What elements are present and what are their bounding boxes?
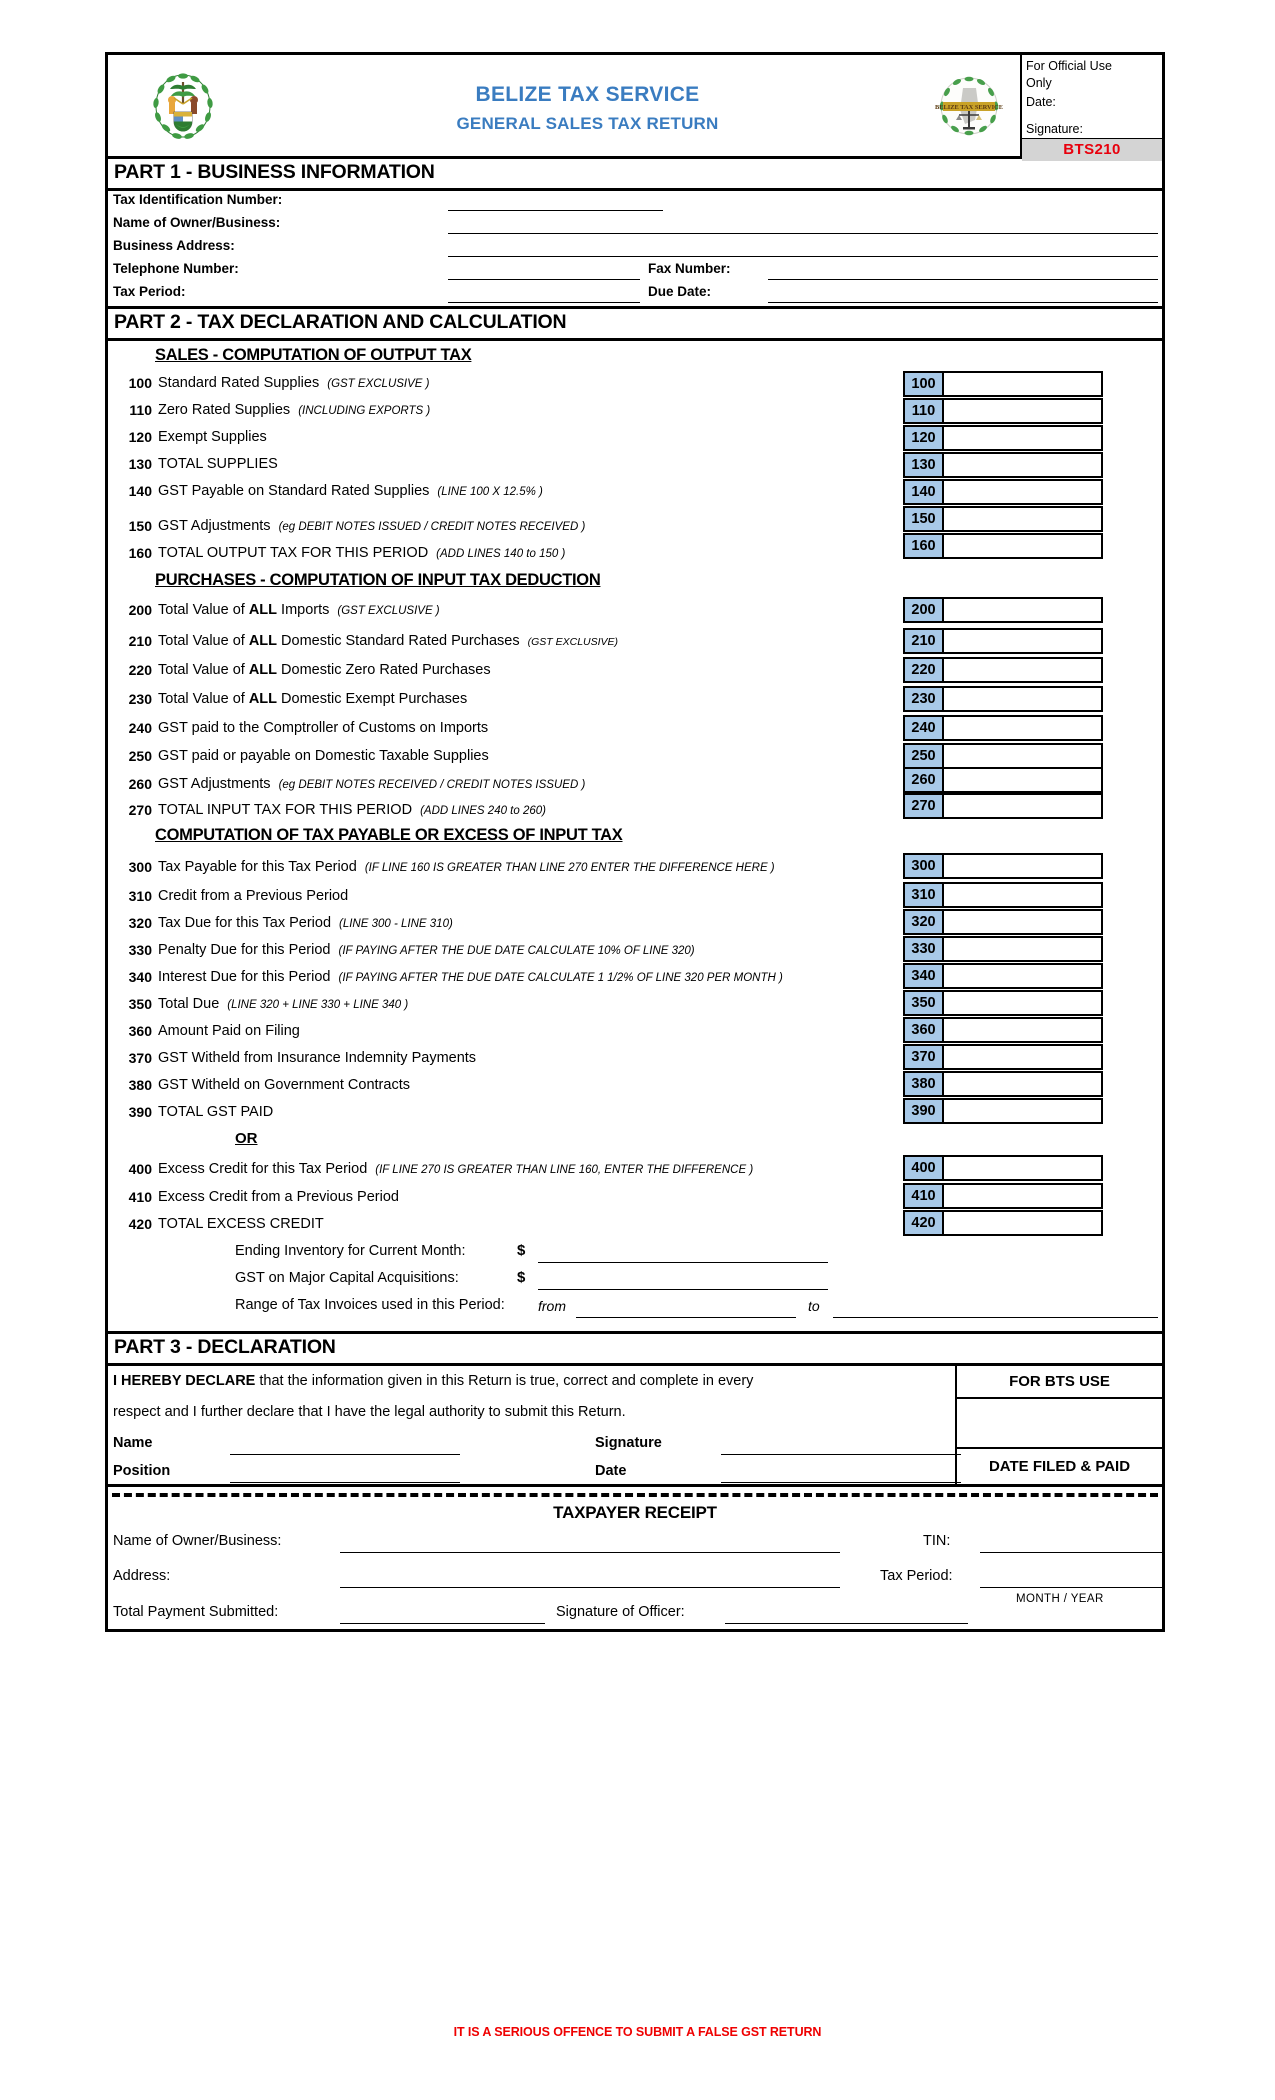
line-row-380 bbox=[108, 1073, 1162, 1100]
line-label-220: Total Value of ALL Domestic Zero Rated Purchases bbox=[158, 662, 491, 678]
line-box-120 bbox=[903, 425, 1103, 451]
line-number-320: 320 bbox=[128, 915, 152, 931]
line-number-400: 400 bbox=[128, 1161, 152, 1177]
bts-use-label: FOR BTS USE bbox=[957, 1366, 1162, 1399]
declaration-line-2: respect and I further declare that I have the legal authority to submit this Return. bbox=[113, 1404, 626, 1420]
form-header bbox=[108, 55, 1162, 159]
box-number-200: 200 bbox=[903, 597, 943, 623]
line-label-320: Tax Due for this Tax Period (LINE 300 - LINE 310) bbox=[158, 915, 453, 931]
box-number-370: 370 bbox=[903, 1044, 943, 1070]
line-box-230 bbox=[903, 686, 1103, 712]
box-input-260[interactable] bbox=[943, 767, 1103, 793]
invoice-to-input[interactable] bbox=[833, 1317, 1158, 1318]
line-number-210: 210 bbox=[128, 633, 152, 649]
box-number-350: 350 bbox=[903, 990, 943, 1016]
due-date-input[interactable] bbox=[768, 302, 1158, 303]
owner-input[interactable] bbox=[448, 233, 1158, 234]
line-box-270 bbox=[903, 793, 1103, 819]
box-number-260: 260 bbox=[903, 767, 943, 793]
box-number-400: 400 bbox=[903, 1155, 943, 1181]
line-row-410 bbox=[108, 1185, 1162, 1212]
line-number-240: 240 bbox=[128, 720, 152, 736]
box-input-410[interactable] bbox=[943, 1183, 1103, 1209]
line-box-260 bbox=[903, 767, 1103, 793]
svg-text:BELIZE TAX SERVICE: BELIZE TAX SERVICE bbox=[934, 103, 1003, 111]
fax-input[interactable] bbox=[768, 279, 1158, 280]
box-input-310[interactable] bbox=[943, 882, 1103, 908]
box-input-340[interactable] bbox=[943, 963, 1103, 989]
line-row-160 bbox=[108, 538, 1162, 568]
box-input-330[interactable] bbox=[943, 936, 1103, 962]
line-label-360: Amount Paid on Filing bbox=[158, 1023, 300, 1039]
line-box-150 bbox=[903, 506, 1103, 532]
line-label-150: GST Adjustments (eg DEBIT NOTES ISSUED / CREDIT NOTES RECEIVED ) bbox=[158, 518, 586, 534]
line-number-200: 200 bbox=[128, 602, 152, 618]
form-title-block bbox=[258, 55, 917, 156]
line-number-360: 360 bbox=[128, 1023, 152, 1039]
receipt-tin-label: TIN: bbox=[923, 1533, 951, 1549]
due-date-label: Due Date: bbox=[648, 284, 712, 299]
line-row-360 bbox=[108, 1019, 1162, 1046]
name-label: Name bbox=[113, 1435, 153, 1451]
part1-fields bbox=[108, 191, 1162, 309]
line-row-230 bbox=[108, 687, 1162, 716]
box-input-390[interactable] bbox=[943, 1098, 1103, 1124]
line-box-210 bbox=[903, 628, 1103, 654]
capital-acq-row bbox=[108, 1266, 1162, 1293]
official-use-box bbox=[1022, 55, 1162, 156]
line-number-260: 260 bbox=[128, 776, 152, 792]
line-row-100 bbox=[108, 371, 1162, 398]
line-label-400: Excess Credit for this Tax Period (IF LINE 270 IS GREATER THAN LINE 160, ENTER THE DIFFERENCE ) bbox=[158, 1161, 754, 1177]
month-year-hint: MONTH / YEAR bbox=[1016, 1593, 1104, 1605]
line-box-320 bbox=[903, 909, 1103, 935]
line-label-160: TOTAL OUTPUT TAX FOR THIS PERIOD (ADD LINES 140 to 150 ) bbox=[158, 545, 566, 561]
field-row-telephone bbox=[108, 260, 1162, 283]
telephone-input[interactable] bbox=[448, 279, 640, 280]
line-row-210 bbox=[108, 629, 1162, 658]
field-row-owner bbox=[108, 214, 1162, 237]
box-number-270: 270 bbox=[903, 793, 943, 819]
bts-use-blank-area[interactable] bbox=[957, 1399, 1162, 1449]
fax-label: Fax Number: bbox=[648, 261, 731, 276]
line-number-390: 390 bbox=[128, 1104, 152, 1120]
receipt-address-label: Address: bbox=[113, 1568, 171, 1584]
line-number-310: 310 bbox=[128, 888, 152, 904]
box-number-110: 110 bbox=[903, 398, 943, 424]
line-label-410: Excess Credit from a Previous Period bbox=[158, 1189, 399, 1205]
receipt-officer-signature-input[interactable] bbox=[725, 1623, 968, 1624]
position-label: Position bbox=[113, 1463, 171, 1479]
line-number-340: 340 bbox=[128, 969, 152, 985]
or-label: OR bbox=[235, 1130, 258, 1147]
date-label: Date bbox=[595, 1463, 627, 1479]
receipt-owner-label: Name of Owner/Business: bbox=[113, 1533, 282, 1549]
bts-seal-icon bbox=[935, 72, 1003, 140]
form-title: GENERAL SALES TAX RETURN bbox=[456, 114, 719, 133]
part2-banner: PART 2 - TAX DECLARATION AND CALCULATION bbox=[108, 309, 1162, 341]
line-label-370: GST Witheld from Insurance Indemnity Payments bbox=[158, 1050, 477, 1066]
line-box-360 bbox=[903, 1017, 1103, 1043]
box-input-370[interactable] bbox=[943, 1044, 1103, 1070]
line-label-140: GST Payable on Standard Rated Supplies (LINE 100 X 12.5% ) bbox=[158, 483, 543, 499]
line-number-270: 270 bbox=[128, 802, 152, 818]
line-box-420 bbox=[903, 1210, 1103, 1236]
line-number-130: 130 bbox=[128, 456, 152, 472]
receipt-total-payment-label: Total Payment Submitted: bbox=[113, 1604, 279, 1620]
box-input-270[interactable] bbox=[943, 793, 1103, 819]
receipt-title: TAXPAYER RECEIPT bbox=[553, 1503, 717, 1522]
box-number-240: 240 bbox=[903, 715, 943, 741]
box-number-300: 300 bbox=[903, 853, 943, 879]
false-return-warning: IT IS A SERIOUS OFFENCE TO SUBMIT A FALSE GST RETURN bbox=[453, 2025, 822, 2039]
line-label-240: GST paid to the Comptroller of Customs on Imports bbox=[158, 720, 489, 736]
line-number-250: 250 bbox=[128, 748, 152, 764]
line-row-120 bbox=[108, 425, 1162, 452]
line-label-420: TOTAL EXCESS CREDIT bbox=[158, 1216, 324, 1232]
receipt-tax-period-label: Tax Period: bbox=[880, 1568, 953, 1584]
line-box-110 bbox=[903, 398, 1103, 424]
ending-inventory-label: Ending Inventory for Current Month: bbox=[235, 1243, 466, 1259]
box-input-320[interactable] bbox=[943, 909, 1103, 935]
box-input-120[interactable] bbox=[943, 425, 1103, 451]
line-number-350: 350 bbox=[128, 996, 152, 1012]
capital-acq-label: GST on Major Capital Acquisitions: bbox=[235, 1270, 459, 1286]
line-box-100 bbox=[903, 371, 1103, 397]
box-number-310: 310 bbox=[903, 882, 943, 908]
date-input[interactable] bbox=[721, 1482, 961, 1483]
line-label-310: Credit from a Previous Period bbox=[158, 888, 349, 904]
line-label-390: TOTAL GST PAID bbox=[158, 1104, 274, 1120]
box-input-360[interactable] bbox=[943, 1017, 1103, 1043]
tax-period-label: Tax Period: bbox=[113, 284, 186, 299]
line-number-100: 100 bbox=[128, 375, 152, 391]
receipt-owner-input[interactable] bbox=[340, 1552, 840, 1553]
line-label-100: Standard Rated Supplies (GST EXCLUSIVE ) bbox=[158, 375, 430, 391]
from-label: from bbox=[538, 1298, 566, 1314]
line-number-140: 140 bbox=[128, 483, 152, 499]
telephone-label: Telephone Number: bbox=[113, 261, 239, 276]
line-number-120: 120 bbox=[128, 429, 152, 445]
purchases-section-title: PURCHASES - COMPUTATION OF INPUT TAX DEDUCTION bbox=[155, 571, 601, 589]
line-row-350 bbox=[108, 992, 1162, 1019]
receipt-address-input[interactable] bbox=[340, 1587, 840, 1588]
tin-label: Tax Identification Number: bbox=[113, 192, 283, 207]
ending-inventory-input[interactable] bbox=[538, 1262, 828, 1263]
address-input[interactable] bbox=[448, 256, 1158, 257]
line-row-270 bbox=[108, 798, 1162, 823]
box-number-100: 100 bbox=[903, 371, 943, 397]
sales-section-title: SALES - COMPUTATION OF OUTPUT TAX bbox=[155, 346, 472, 364]
line-box-200 bbox=[903, 597, 1103, 623]
line-box-130 bbox=[903, 452, 1103, 478]
line-label-270: TOTAL INPUT TAX FOR THIS PERIOD (ADD LINES 240 to 260) bbox=[158, 802, 546, 818]
taxpayer-receipt-section bbox=[108, 1497, 1162, 1629]
address-label: Business Address: bbox=[113, 238, 235, 253]
line-box-390 bbox=[903, 1098, 1103, 1124]
line-number-230: 230 bbox=[128, 691, 152, 707]
tin-input[interactable] bbox=[448, 210, 663, 211]
box-input-130[interactable] bbox=[943, 452, 1103, 478]
to-label: to bbox=[808, 1298, 820, 1314]
box-number-210: 210 bbox=[903, 628, 943, 654]
capital-acq-dollar: $ bbox=[517, 1269, 526, 1286]
line-number-330: 330 bbox=[128, 942, 152, 958]
box-number-140: 140 bbox=[903, 479, 943, 505]
box-number-250: 250 bbox=[903, 743, 943, 769]
line-number-110: 110 bbox=[129, 402, 152, 418]
invoice-range-label: Range of Tax Invoices used in this Period: bbox=[235, 1297, 505, 1313]
box-number-220: 220 bbox=[903, 657, 943, 683]
official-date-label[interactable]: Date: bbox=[1026, 94, 1056, 109]
line-box-340 bbox=[903, 963, 1103, 989]
box-number-340: 340 bbox=[903, 963, 943, 989]
box-input-210[interactable] bbox=[943, 628, 1103, 654]
declaration-line-1: I HEREBY DECLARE that the information given in this Return is true, correct and complete in every bbox=[113, 1373, 754, 1389]
form-code-badge: BTS210 bbox=[1022, 138, 1162, 161]
box-number-120: 120 bbox=[903, 425, 943, 451]
signature-input[interactable] bbox=[721, 1454, 961, 1455]
line-box-250 bbox=[903, 743, 1103, 769]
line-box-140 bbox=[903, 479, 1103, 505]
official-use-label-1: For Official Use bbox=[1026, 59, 1112, 73]
line-number-420: 420 bbox=[128, 1216, 152, 1232]
box-input-350[interactable] bbox=[943, 990, 1103, 1016]
line-box-370 bbox=[903, 1044, 1103, 1070]
box-number-230: 230 bbox=[903, 686, 943, 712]
box-number-380: 380 bbox=[903, 1071, 943, 1097]
receipt-total-payment-input[interactable] bbox=[340, 1623, 545, 1624]
box-input-200[interactable] bbox=[943, 597, 1103, 623]
line-row-200 bbox=[108, 598, 1162, 629]
part1-banner: PART 1 - BUSINESS INFORMATION bbox=[108, 159, 1162, 191]
box-number-130: 130 bbox=[903, 452, 943, 478]
receipt-officer-signature-label: Signature of Officer: bbox=[556, 1604, 685, 1620]
box-input-230[interactable] bbox=[943, 686, 1103, 712]
line-row-340 bbox=[108, 965, 1162, 992]
box-input-400[interactable] bbox=[943, 1155, 1103, 1181]
line-box-240 bbox=[903, 715, 1103, 741]
coat-of-arms-icon bbox=[152, 70, 214, 142]
position-input[interactable] bbox=[230, 1482, 460, 1483]
line-number-150: 150 bbox=[128, 518, 152, 534]
name-input[interactable] bbox=[230, 1454, 460, 1455]
ending-inventory-row bbox=[108, 1239, 1162, 1266]
box-number-360: 360 bbox=[903, 1017, 943, 1043]
line-label-130: TOTAL SUPPLIES bbox=[158, 456, 278, 472]
capital-acq-input[interactable] bbox=[538, 1289, 828, 1290]
line-box-300 bbox=[903, 853, 1103, 879]
invoice-from-input[interactable] bbox=[576, 1317, 796, 1318]
box-input-220[interactable] bbox=[943, 657, 1103, 683]
invoice-range-row bbox=[108, 1293, 1162, 1327]
line-row-420 bbox=[108, 1212, 1162, 1239]
line-box-410 bbox=[903, 1183, 1103, 1209]
box-number-320: 320 bbox=[903, 909, 943, 935]
box-input-420[interactable] bbox=[943, 1210, 1103, 1236]
line-row-220 bbox=[108, 658, 1162, 687]
box-input-240[interactable] bbox=[943, 715, 1103, 741]
bts-seal-logo bbox=[917, 55, 1022, 156]
box-number-420: 420 bbox=[903, 1210, 943, 1236]
line-number-370: 370 bbox=[128, 1050, 152, 1066]
part3-banner: PART 3 - DECLARATION bbox=[108, 1331, 1162, 1366]
line-label-330: Penalty Due for this Period (IF PAYING AFTER THE DUE DATE CALCULATE 10% OF LINE 320) bbox=[158, 942, 695, 958]
line-row-390 bbox=[108, 1100, 1162, 1127]
line-box-160 bbox=[903, 533, 1103, 559]
box-number-330: 330 bbox=[903, 936, 943, 962]
line-number-220: 220 bbox=[128, 662, 152, 678]
line-label-250: GST paid or payable on Domestic Taxable Supplies bbox=[158, 748, 489, 764]
line-row-310 bbox=[108, 884, 1162, 911]
ending-inventory-dollar: $ bbox=[517, 1242, 526, 1259]
box-number-160: 160 bbox=[903, 533, 943, 559]
computation-section-title: COMPUTATION OF TAX PAYABLE OR EXCESS OF INPUT TAX bbox=[155, 826, 623, 844]
line-label-200: Total Value of ALL Imports (GST EXCLUSIVE ) bbox=[158, 602, 440, 618]
receipt-tin-input[interactable] bbox=[980, 1552, 1163, 1553]
line-box-400 bbox=[903, 1155, 1103, 1181]
receipt-tax-period-input[interactable] bbox=[980, 1587, 1163, 1588]
box-number-150: 150 bbox=[903, 506, 943, 532]
line-label-350: Total Due (LINE 320 + LINE 330 + LINE 340 ) bbox=[158, 996, 409, 1012]
tax-period-input[interactable] bbox=[448, 302, 640, 303]
box-number-390: 390 bbox=[903, 1098, 943, 1124]
line-row-240 bbox=[108, 716, 1162, 744]
line-box-330 bbox=[903, 936, 1103, 962]
line-box-310 bbox=[903, 882, 1103, 908]
line-row-300 bbox=[108, 855, 1162, 884]
declaration-text-area bbox=[108, 1366, 957, 1484]
line-row-370 bbox=[108, 1046, 1162, 1073]
org-title: BELIZE TAX SERVICE bbox=[475, 83, 700, 106]
or-row bbox=[108, 1127, 1162, 1157]
official-signature-label[interactable]: Signature: bbox=[1026, 121, 1083, 136]
box-number-410: 410 bbox=[903, 1183, 943, 1209]
line-label-340: Interest Due for this Period (IF PAYING AFTER THE DUE DATE CALCULATE 1 1/2% OF LINE 320 PER MONTH ) bbox=[158, 969, 783, 985]
line-label-260: GST Adjustments (eg DEBIT NOTES RECEIVED / CREDIT NOTES ISSUED ) bbox=[158, 776, 586, 792]
line-box-380 bbox=[903, 1071, 1103, 1097]
field-row-address bbox=[108, 237, 1162, 260]
belize-coat-of-arms-logo bbox=[108, 55, 258, 156]
field-row-tin bbox=[108, 191, 1162, 214]
box-input-250[interactable] bbox=[943, 743, 1103, 769]
part2-body bbox=[108, 346, 1162, 1331]
declaration-section bbox=[108, 1366, 1162, 1487]
line-box-350 bbox=[903, 990, 1103, 1016]
line-row-320 bbox=[108, 911, 1162, 938]
line-number-160: 160 bbox=[128, 545, 152, 561]
gst-return-form bbox=[105, 52, 1165, 1632]
line-number-410: 410 bbox=[128, 1189, 152, 1205]
line-box-220 bbox=[903, 657, 1103, 683]
line-row-330 bbox=[108, 938, 1162, 965]
line-label-230: Total Value of ALL Domestic Exempt Purchases bbox=[158, 691, 468, 707]
box-input-140[interactable] bbox=[943, 479, 1103, 505]
box-input-110[interactable] bbox=[943, 398, 1103, 424]
line-label-120: Exempt Supplies bbox=[158, 429, 267, 445]
box-input-300[interactable] bbox=[943, 853, 1103, 879]
line-label-380: GST Witheld on Government Contracts bbox=[158, 1077, 410, 1093]
line-label-300: Tax Payable for this Tax Period (IF LINE 160 IS GREATER THAN LINE 270 ENTER THE DIFFERENCE HERE ) bbox=[158, 859, 775, 875]
line-label-110: Zero Rated Supplies (INCLUDING EXPORTS ) bbox=[158, 402, 431, 418]
box-input-100[interactable] bbox=[943, 371, 1103, 397]
line-row-400 bbox=[108, 1157, 1162, 1185]
box-input-380[interactable] bbox=[943, 1071, 1103, 1097]
field-row-tax-period bbox=[108, 283, 1162, 306]
date-filed-paid-label: DATE FILED & PAID bbox=[988, 1458, 1131, 1475]
line-row-110 bbox=[108, 398, 1162, 425]
signature-label: Signature bbox=[595, 1435, 662, 1451]
line-number-380: 380 bbox=[128, 1077, 152, 1093]
line-number-300: 300 bbox=[128, 859, 152, 875]
line-label-210: Total Value of ALL Domestic Standard Rated Purchases (GST EXCLUSIVE) bbox=[158, 633, 619, 649]
line-row-130 bbox=[108, 452, 1162, 479]
box-input-150[interactable] bbox=[943, 506, 1103, 532]
owner-label: Name of Owner/Business: bbox=[113, 215, 281, 230]
bts-use-panel bbox=[957, 1366, 1162, 1484]
official-use-label-2: Only bbox=[1026, 75, 1052, 90]
box-input-160[interactable] bbox=[943, 533, 1103, 559]
